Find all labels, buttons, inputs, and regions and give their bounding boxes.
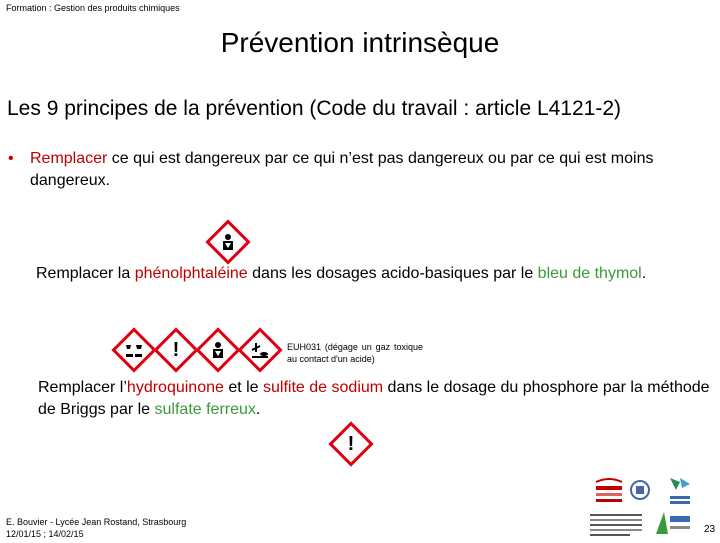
example-phenolphthalein <box>36 265 646 283</box>
region-alsace-graphic <box>666 474 694 508</box>
environment-icon <box>237 327 282 372</box>
example1-text-1: Remplacer la <box>36 265 135 282</box>
page-number: 23 <box>704 524 716 535</box>
academie-logo-graphic <box>592 474 626 508</box>
slide-title: Prévention intrinsèque <box>220 27 500 58</box>
tredi-logo <box>652 508 694 538</box>
euh031-note: EUH031 (dégage un gaz toxique au contact d'un acide) <box>287 342 423 364</box>
academie-strasbourg-logo <box>592 474 626 508</box>
substance-ferrous-sulfate: sulfate ferreux <box>154 401 256 418</box>
ministere-logo-graphic <box>588 512 648 538</box>
example1-text-2: dans les dosages acido-basiques par le <box>247 265 538 282</box>
example2-text-1: Remplacer l’ <box>38 379 127 396</box>
crest-logo <box>628 478 652 506</box>
tredi-logo-graphic <box>652 508 694 538</box>
footer-author-name: E. Bouvier - Lycée Jean Rostand, Strasbourg <box>6 517 187 527</box>
health-hazard-icon <box>205 219 250 264</box>
bullet-text <box>30 148 708 192</box>
exclamation-icon <box>153 327 198 372</box>
example2-text-2: et le <box>223 379 264 396</box>
slide-subtitle: Les 9 principes de la prévention (Code du travail : article L4121-2) <box>7 97 622 120</box>
bullet-point <box>8 148 708 192</box>
exclamation-glyph: ! <box>172 339 180 361</box>
corrosive-glyph <box>124 340 144 360</box>
substance-hydroquinone: hydroquinone <box>126 379 224 396</box>
bullet-marker: • <box>8 150 14 167</box>
bullet-rest: ce qui est dangereux par ce qui n’est pas dangereux ou par ce qui est moins dangereux. <box>30 150 654 189</box>
environment-glyph <box>250 340 270 360</box>
example2-text-3: dans le dosage du phosphore par la méthode de Briggs par le <box>38 379 710 418</box>
health-hazard-icon <box>195 327 240 372</box>
example1-text-3: . <box>641 265 647 282</box>
substance-sodium-sulfite: sulfite de sodium <box>263 379 384 396</box>
ministere-logo <box>588 512 648 538</box>
crest-logo-graphic <box>628 478 652 506</box>
substance-thymol-blue: bleu de thymol <box>537 265 642 282</box>
exclamation-glyph: ! <box>347 433 355 455</box>
health-hazard-glyph <box>208 340 228 360</box>
header-label: Formation : Gestion des produits chimiques <box>6 3 180 13</box>
corrosive-icon <box>111 327 156 372</box>
example2-text-4: . <box>255 401 261 418</box>
footer-author <box>6 516 186 540</box>
example-hydroquinone <box>38 377 718 421</box>
footer-dates: 12/01/15 ; 14/02/15 <box>6 529 84 539</box>
exclamation-icon <box>328 421 373 466</box>
bullet-highlight: Remplacer <box>30 150 108 167</box>
substance-phenolphthalein: phénolphtaléine <box>134 265 248 282</box>
health-hazard-glyph <box>218 232 238 252</box>
region-alsace-logo <box>666 474 694 508</box>
